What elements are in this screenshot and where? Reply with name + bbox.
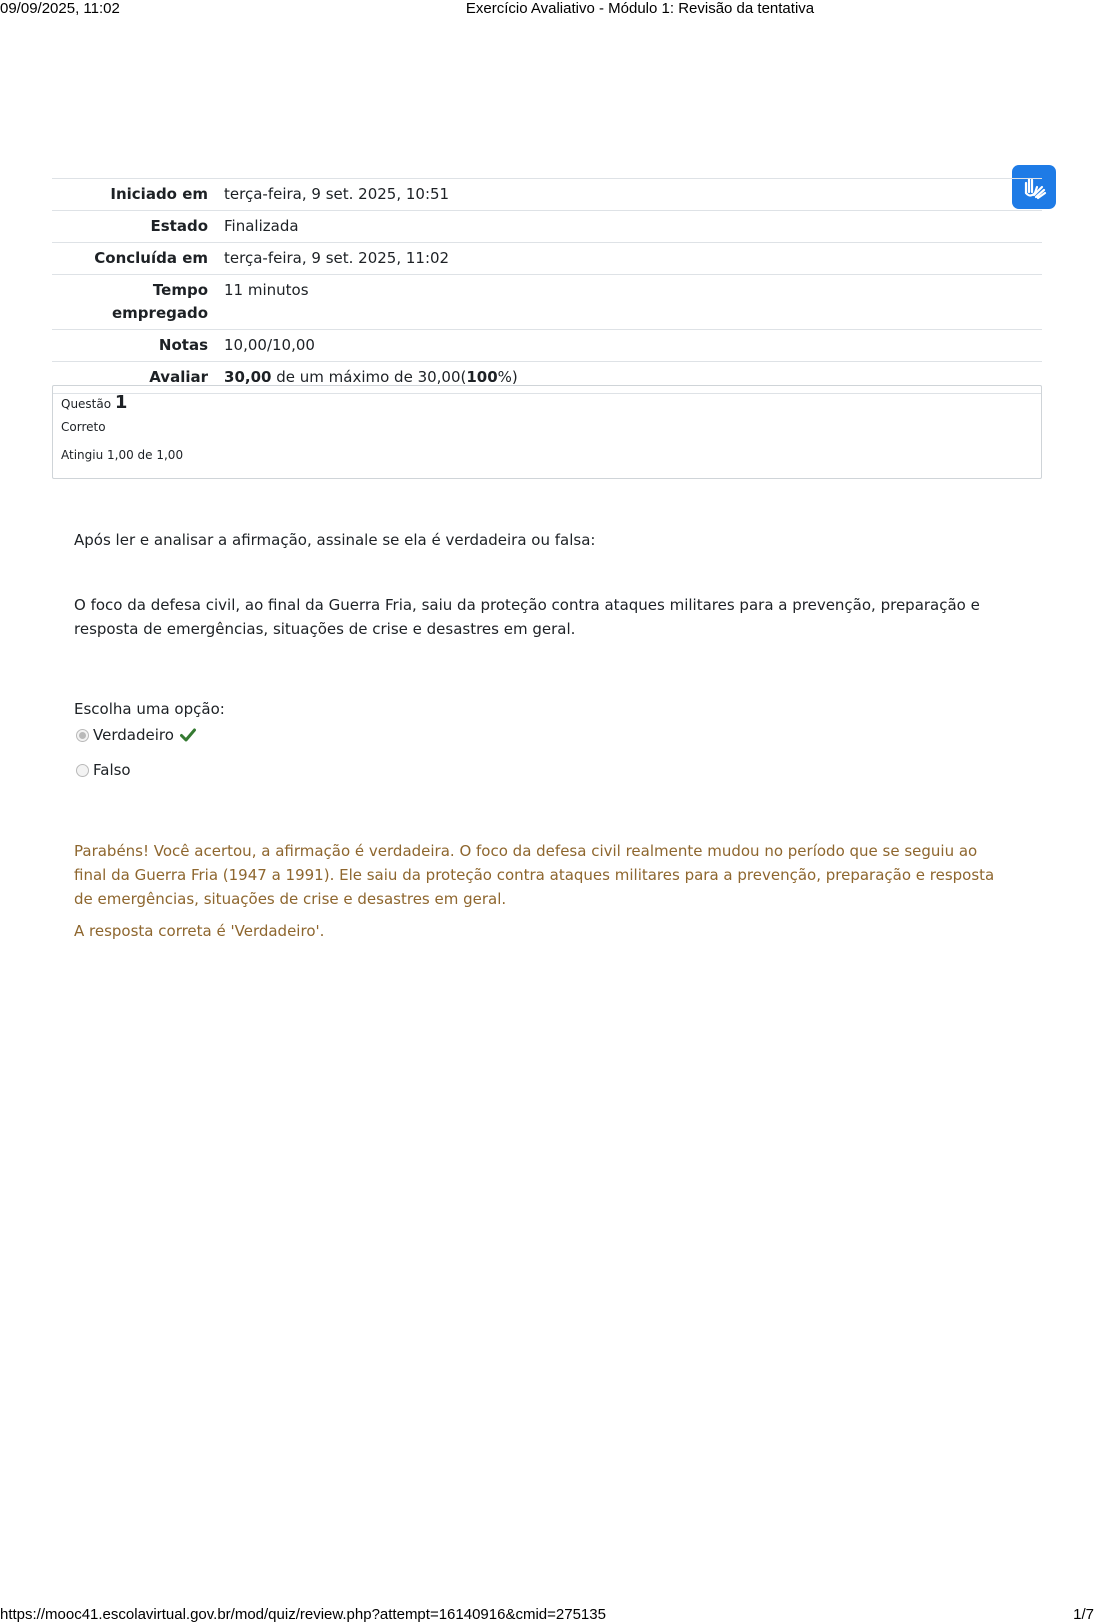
question-statement: O foco da defesa civil, ao final da Guerra Fria, saiu da proteção contra ataques militares para a prevenção, preparação e resposta de emergências, situações de crise e desastres em geral. — [74, 596, 980, 638]
summary-label: Iniciado em — [110, 185, 209, 203]
attempt-summary-table — [52, 178, 1042, 394]
summary-row-time-taken — [52, 275, 1042, 330]
summary-value: terça-feira, 9 set. 2025, 10:51 — [224, 185, 450, 203]
summary-label: Estado — [150, 217, 209, 235]
question-instruction: Após ler e analisar a afirmação, assinale se ela é verdadeira ou falsa: — [74, 531, 596, 549]
answer-option-verdadeiro[interactable] — [76, 726, 196, 744]
question-state: Correto — [61, 420, 106, 434]
option-label: Verdadeiro — [93, 726, 174, 744]
grade-percent-sign: %) — [497, 368, 518, 386]
question-grade: Atingiu 1,00 de 1,00 — [61, 448, 184, 462]
summary-label: Notas — [158, 336, 209, 354]
print-footer — [0, 1605, 1094, 1623]
general-feedback: Parabéns! Você acertou, a afirmação é verdadeira. O foco da defesa civil realmente mudou no período que se seguiu ao final da Guerra Fria (1947 a 1991). Ele saiu da proteção contra ataques militares para a prevenção, preparação e resposta de emergências, situações de crise e desastres em geral. — [74, 842, 995, 908]
grade-percent: 100 — [466, 368, 498, 386]
question-info-box — [52, 385, 1042, 479]
summary-row-marks — [52, 330, 1042, 362]
summary-row-started — [52, 179, 1042, 211]
print-page-number: 1/7 — [1073, 1606, 1094, 1623]
print-header — [0, 0, 1094, 18]
summary-value: 11 minutos — [224, 281, 309, 299]
grade-score: 30,00 — [224, 368, 272, 386]
summary-label: Avaliar — [149, 368, 209, 386]
radio-selected[interactable] — [76, 729, 89, 742]
option-label: Falso — [93, 761, 131, 779]
question-number — [61, 392, 1033, 416]
summary-value: Finalizada — [224, 217, 299, 235]
right-answer: A resposta correta é 'Verdadeiro'. — [74, 922, 325, 940]
question-prefix: Questão — [61, 397, 115, 411]
summary-row-state — [52, 211, 1042, 243]
question-number-value: 1 — [114, 392, 128, 413]
print-title: Exercício Avaliativo - Módulo 1: Revisão da tentativa — [465, 0, 815, 17]
check-icon — [180, 728, 196, 742]
answer-option-falso[interactable] — [76, 761, 131, 779]
summary-row-completed — [52, 243, 1042, 275]
summary-value: 10,00/10,00 — [224, 336, 315, 354]
print-url: https://mooc41.escolavirtual.gov.br/mod/quiz/review.php?attempt=16140916&cmid=275135 — [0, 1606, 606, 1623]
summary-label: Tempo empregado — [112, 281, 209, 322]
radio-unselected[interactable] — [76, 764, 89, 777]
summary-value: terça-feira, 9 set. 2025, 11:02 — [224, 249, 450, 267]
summary-label: Concluída em — [94, 249, 209, 267]
grade-max: de um máximo de 30,00( — [271, 368, 467, 386]
question-prompt: Escolha uma opção: — [74, 700, 225, 718]
print-date: 09/09/2025, 11:02 — [0, 0, 120, 17]
